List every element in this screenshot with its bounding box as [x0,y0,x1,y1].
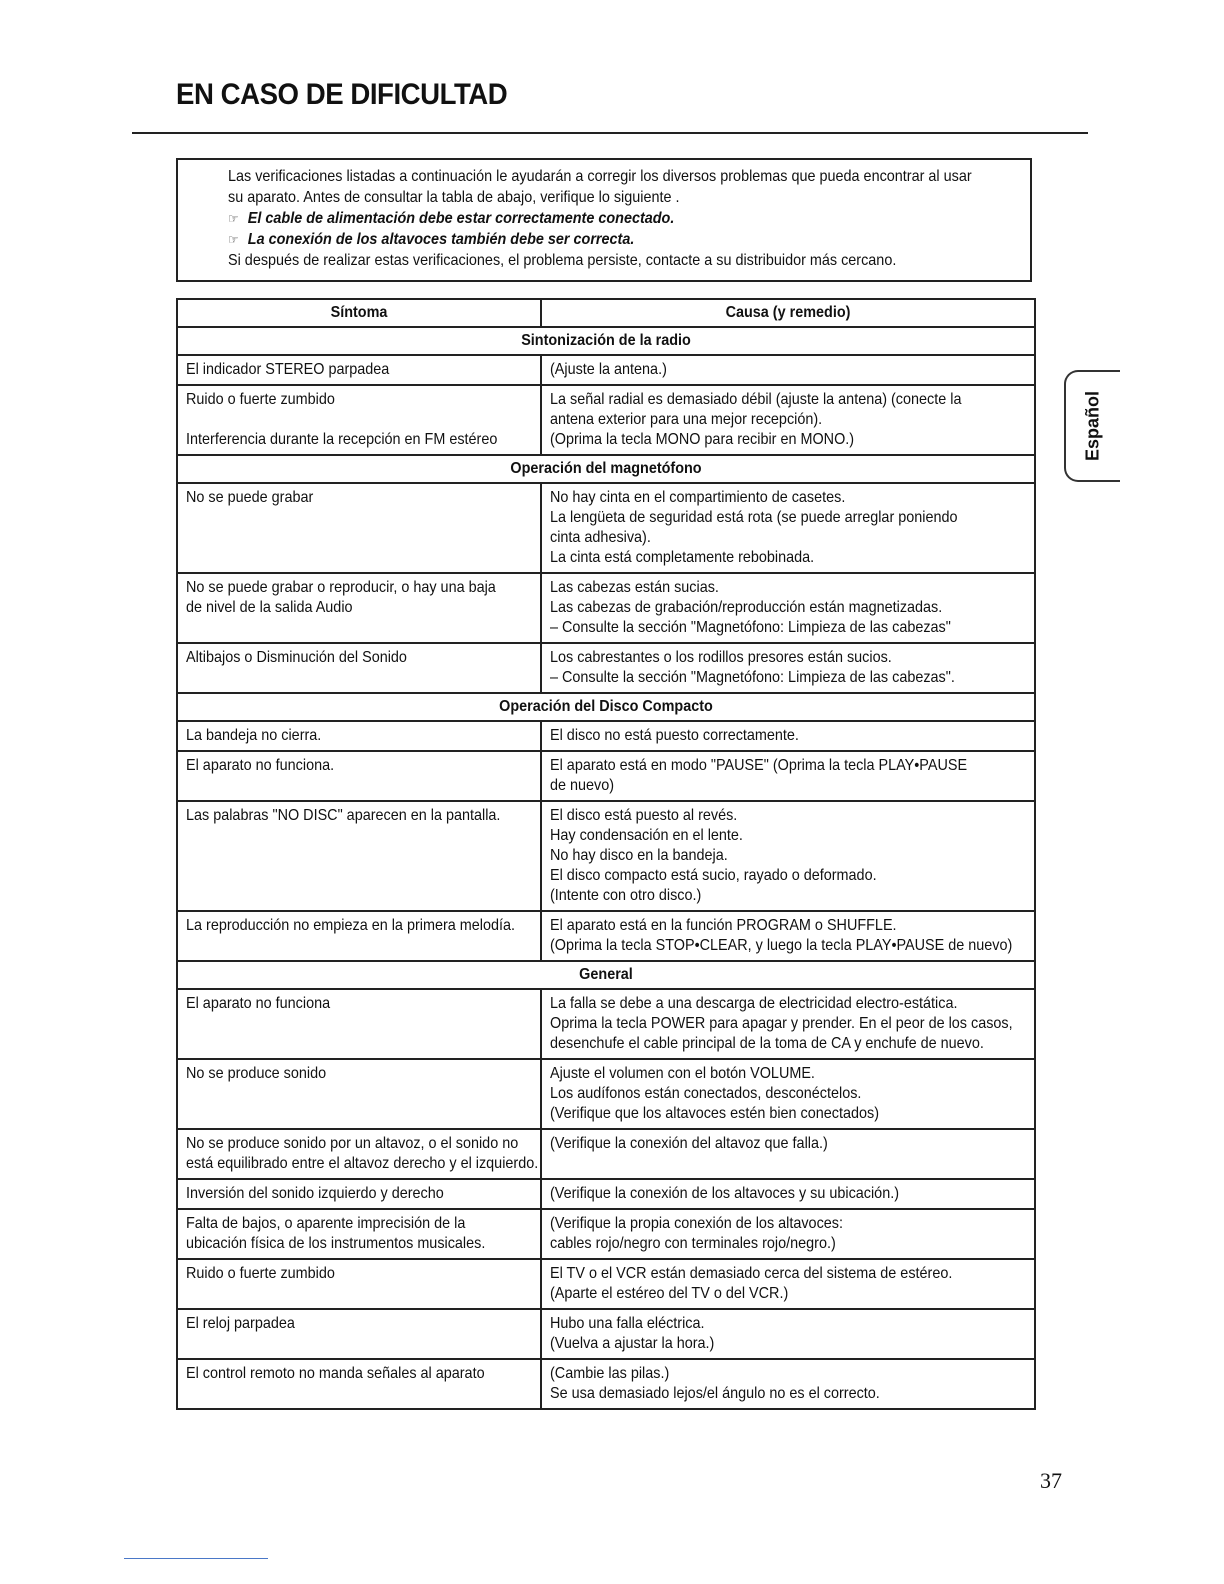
cause-line: (Intente con otro disco.) [550,887,702,904]
section-row [177,455,1035,483]
cause-line: El TV o el VCR están demasiado cerca del sistema de estéreo. [550,1265,953,1282]
language-tab-label: Español [1082,390,1103,462]
table-row [177,355,1035,385]
table-header-row [177,299,1035,327]
cause-line: (Verifique la conexión de los altavoces y su ubicación.) [550,1185,900,1202]
cause-cell [541,721,1035,751]
symptom-cell [177,483,541,573]
cause-line: Hay condensación en el lente. [550,827,743,844]
cause-line: La falla se debe a una descarga de electricidad electro-estática. [550,995,958,1012]
symptom-cell [177,989,541,1059]
pointing-hand-icon: ☞ [228,232,239,247]
footer-rule [124,1558,268,1559]
cause-line: El disco compacto está sucio, rayado o deformado. [550,867,877,884]
symptom-line: Inversión del sonido izquierdo y derecho [186,1185,444,1202]
cause-line: (Cambie las pilas.) [550,1365,670,1382]
table-row [177,721,1035,751]
cause-line: Ajuste el volumen con el botón VOLUME. [550,1065,815,1082]
cause-cell [541,1309,1035,1359]
table-row [177,1359,1035,1409]
cause-cell [541,1179,1035,1209]
table-row [177,1259,1035,1309]
cause-line: Los cabrestantes o los rodillos presores están sucios. [550,649,892,666]
symptom-line: El control remoto no manda señales al aparato [186,1365,485,1382]
symptom-cell [177,355,541,385]
table-row [177,1129,1035,1179]
symptom-cell [177,721,541,751]
symptom-line: de nivel de la salida Audio [186,599,353,616]
cause-cell [541,989,1035,1059]
cause-line: La señal radial es demasiado débil (ajuste la antena) (conecte la [550,391,962,408]
symptom-cell [177,1179,541,1209]
symptom-line: El aparato no funciona [186,995,331,1012]
cause-line: (Oprima la tecla MONO para recibir en MONO.) [550,431,855,448]
language-tab [1064,370,1120,482]
symptom-line: está equilibrado entre el altavoz derecho y el izquierdo. [186,1155,539,1172]
symptom-line: No se puede grabar o reproducir, o hay una baja [186,579,496,596]
table-row [177,643,1035,693]
cause-line: (Ajuste la antena.) [550,361,667,378]
cause-line: La cinta está completamente rebobinada. [550,549,815,566]
cause-cell [541,1059,1035,1129]
symptom-cell [177,1209,541,1259]
cause-line: cinta adhesiva). [550,529,651,546]
symptom-line: La reproducción no empieza en la primera melodía. [186,917,515,934]
table-row [177,573,1035,643]
symptom-cell [177,1359,541,1409]
intro-line-3: Si después de realizar estas verificaciones, el problema persiste, contacte a su distribuidor más cercano. [228,252,897,269]
symptom-line: No se produce sonido por un altavoz, o el sonido no [186,1135,519,1152]
cause-line: – Consulte la sección "Magnetófono: Limpieza de las cabezas" [550,619,951,636]
intro-bullet-2 [228,229,941,250]
intro-bullet-1 [228,208,941,229]
cause-cell [541,1259,1035,1309]
cause-line: Los audífonos están conectados, desconéctelos. [550,1085,862,1102]
cause-line: cables rojo/negro con terminales rojo/negro.) [550,1235,836,1252]
intro-bullet-2-text: La conexión de los altavoces también debe ser correcta. [247,231,635,248]
symptom-cell [177,643,541,693]
cause-line: (Verifique la propia conexión de los altavoces: [550,1215,843,1232]
symptom-cell [177,1059,541,1129]
section-row [177,693,1035,721]
cause-line: No hay disco en la bandeja. [550,847,728,864]
cause-line: (Verifique que los altavoces estén bien conectados) [550,1105,880,1122]
header-symptom: Síntoma [177,299,541,327]
section-title: Sintonización de la radio [177,327,1035,355]
symptom-line: ubicación física de los instrumentos musicales. [186,1235,486,1252]
symptom-cell [177,573,541,643]
symptom-line: Interferencia durante la recepción en FM estéreo [186,431,498,448]
cause-line: (Vuelva a ajustar la hora.) [550,1335,715,1352]
cause-line: Oprima la tecla POWER para apagar y prender. En el peor de los casos, [550,1015,1013,1032]
section-title: Operación del Disco Compacto [177,693,1035,721]
cause-cell [541,483,1035,573]
table-row [177,1209,1035,1259]
section-row [177,961,1035,989]
intro-line-2: su aparato. Antes de consultar la tabla de abajo, verifique lo siguiente . [228,189,680,206]
symptom-line: No se puede grabar [186,489,314,506]
cause-line: El aparato está en la función PROGRAM o SHUFFLE. [550,917,897,934]
cause-cell [541,751,1035,801]
cause-line: Hubo una falla eléctrica. [550,1315,705,1332]
intro-box [176,158,1032,282]
symptom-line: Altibajos o Disminución del Sonido [186,649,407,666]
table-row [177,385,1035,455]
table-row [177,1179,1035,1209]
cause-cell [541,911,1035,961]
symptom-cell [177,1259,541,1309]
symptom-cell [177,1309,541,1359]
table-row [177,801,1035,911]
symptom-line: Las palabras "NO DISC" aparecen en la pantalla. [186,807,501,824]
cause-cell [541,355,1035,385]
header-cause: Causa (y remedio) [541,299,1035,327]
cause-cell [541,801,1035,911]
cause-cell [541,1129,1035,1179]
title-divider [132,132,1088,134]
section-row [177,327,1035,355]
section-title: Operación del magnetófono [177,455,1035,483]
cause-line: antena exterior para una mejor recepción). [550,411,823,428]
table-row [177,1309,1035,1359]
table-row [177,1059,1035,1129]
cause-line: La lengüeta de seguridad está rota (se puede arreglar poniendo [550,509,958,526]
page-number: 37 [1040,1468,1062,1493]
symptom-cell [177,801,541,911]
intro-bullet-1-text: El cable de alimentación debe estar correctamente conectado. [247,210,675,227]
cause-line: desenchufe el cable principal de la toma de CA y enchufe de nuevo. [550,1035,984,1052]
cause-line: El disco no está puesto correctamente. [550,727,799,744]
cause-line: El disco está puesto al revés. [550,807,738,824]
table-row [177,989,1035,1059]
cause-line: (Oprima la tecla STOP•CLEAR, y luego la tecla PLAY•PAUSE de nuevo) [550,937,1013,954]
cause-line: Se usa demasiado lejos/el ángulo no es el correcto. [550,1385,880,1402]
cause-line: (Verifique la conexión del altavoz que falla.) [550,1135,828,1152]
symptom-line: Falta de bajos, o aparente imprecisión de la [186,1215,466,1232]
symptom-cell [177,911,541,961]
symptom-line [186,410,497,430]
intro-line-1: Las verificaciones listadas a continuación le ayudarán a corregir los diversos problemas que pueda encontrar al usar [228,168,972,185]
cause-line: Las cabezas están sucias. [550,579,719,596]
cause-cell [541,573,1035,643]
cause-line: Las cabezas de grabación/reproducción están magnetizadas. [550,599,943,616]
symptom-cell [177,751,541,801]
section-title: General [177,961,1035,989]
cause-line: (Aparte el estéreo del TV o del VCR.) [550,1285,789,1302]
symptom-line: El aparato no funciona. [186,757,335,774]
symptom-line: La bandeja no cierra. [186,727,322,744]
symptom-cell [177,1129,541,1179]
cause-line: de nuevo) [550,777,615,794]
table-row [177,911,1035,961]
troubleshooting-table [176,298,1036,1410]
symptom-line: Ruido o fuerte zumbido [186,391,335,408]
cause-cell [541,385,1035,455]
cause-cell [541,643,1035,693]
cause-line: – Consulte la sección "Magnetófono: Limpieza de las cabezas". [550,669,955,686]
cause-line: El aparato está en modo "PAUSE" (Oprima la tecla PLAY•PAUSE [550,757,968,774]
symptom-line: El reloj parpadea [186,1315,295,1332]
cause-cell [541,1359,1035,1409]
symptom-line: No se produce sonido [186,1065,327,1082]
symptom-cell [177,385,541,455]
page-title: EN CASO DE DIFICULTAD [176,78,508,111]
table-row [177,483,1035,573]
cause-line: No hay cinta en el compartimiento de casetes. [550,489,846,506]
cause-cell [541,1209,1035,1259]
symptom-line: Ruido o fuerte zumbido [186,1265,335,1282]
table-row [177,751,1035,801]
pointing-hand-icon: ☞ [228,211,239,226]
symptom-line: El indicador STEREO parpadea [186,361,390,378]
